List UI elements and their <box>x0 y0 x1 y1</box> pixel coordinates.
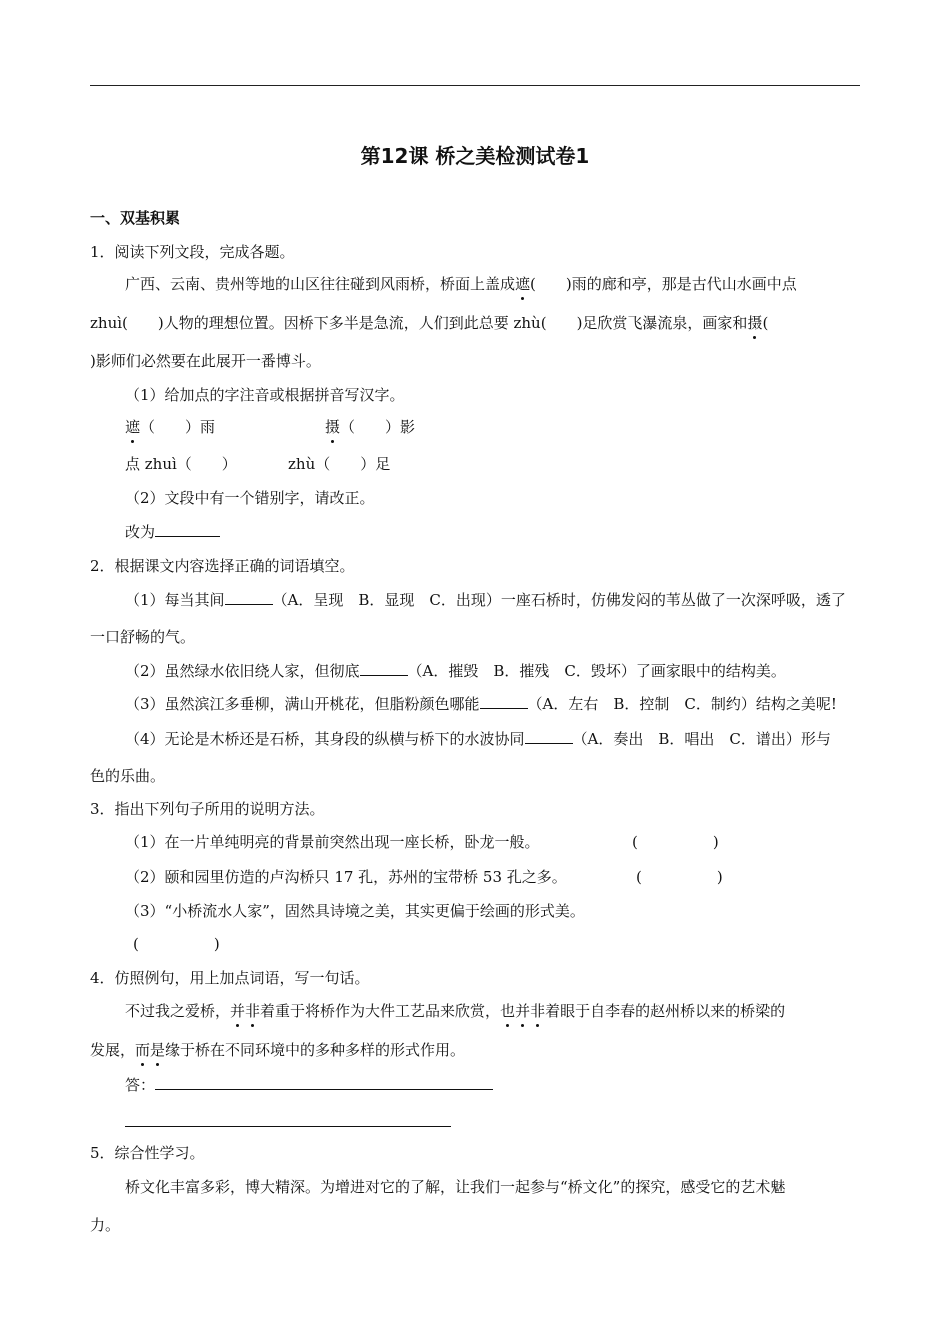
q4-stem: 4．仿照例句，用上加点词语，写一句话。 <box>90 969 370 987</box>
q1-answer-zhu: zhù（ ）足 <box>288 455 391 473</box>
q1-passage-text: 广西、云南、贵州等地的山区往往碰到风雨桥，桥面上盖成 <box>125 275 516 293</box>
q1-answer-she <box>325 417 415 437</box>
q1-stem: 1．阅读下列文段，完成各题。 <box>90 243 295 261</box>
q4-example-text: 发展， <box>90 1041 136 1059</box>
page-title: 第12课 桥之美检测试卷1 <box>360 144 590 168</box>
dotted-char: 而 <box>135 1041 151 1059</box>
q2-item-text: （3）虽然滨江多垂柳，满山开桃花，但脂粉颜色哪能 <box>125 695 480 713</box>
q2-item-text: （A．奏出 B．唱出 C．谱出）形与 <box>572 730 831 748</box>
q4-answer-label: 答： <box>125 1076 156 1094</box>
q1-passage-text: ( )雨的廊和亭，那是古代山水画中点 <box>530 275 797 293</box>
dotted-char: 并 <box>230 1002 246 1020</box>
q1-passage-line3: )影师们必然要在此展开一番博斗。 <box>90 352 321 370</box>
dotted-char: 摄 <box>747 314 763 332</box>
q1-answer-zhe <box>125 417 215 437</box>
q2-stem: 2．根据课文内容选择正确的词语填空。 <box>90 557 355 575</box>
q1-fix-line <box>125 522 220 542</box>
q4-example-line1 <box>125 1001 785 1021</box>
q4-answer-line <box>125 1075 493 1095</box>
q1-sub1: （1）给加点的字注音或根据拼音写汉字。 <box>125 386 405 404</box>
dotted-char: 非 <box>245 1002 261 1020</box>
q2-item4-cont: 色的乐曲。 <box>90 767 166 785</box>
answer-blank[interactable] <box>225 590 273 605</box>
q3-item3: （3）“小桥流水人家”，固然具诗境之美，其实更偏于绘画的形式美。 <box>125 902 585 920</box>
q1-passage-line2 <box>90 313 768 333</box>
q3-item1: （1）在一片单纯明亮的背景前突然出现一座长桥，卧龙一般。 <box>125 833 540 851</box>
q4-example-line2 <box>90 1040 465 1060</box>
answer-blank[interactable] <box>155 1075 493 1090</box>
q2-item-text: （A．左右 B．控制 C．制约）结构之美呢! <box>527 695 837 713</box>
q1-passage-text: ( <box>762 314 769 332</box>
dotted-char: 也 <box>500 1002 516 1020</box>
q2-item1-cont: 一口舒畅的气。 <box>90 628 196 646</box>
q2-item4 <box>125 729 831 749</box>
q1-passage-line1 <box>125 274 797 294</box>
q2-item2 <box>125 661 786 681</box>
q1-answer-paren: （ ）影 <box>340 418 416 436</box>
answer-blank[interactable] <box>360 661 408 676</box>
answer-blank-line[interactable] <box>125 1126 451 1127</box>
dotted-char: 遮 <box>125 418 141 436</box>
q2-item1 <box>125 590 846 610</box>
q3-item1-answer[interactable]: ( ) <box>632 833 719 851</box>
dotted-char: 摄 <box>325 418 341 436</box>
q3-item2: （2）颐和园里仿造的卢沟桥只 17 孔，苏州的宝带桥 53 孔之多。 <box>125 868 567 886</box>
answer-blank[interactable] <box>525 729 573 744</box>
q1-answer-zhui: 点 zhuì（ ） <box>125 455 237 473</box>
q4-example-text: 着眼于自李春的赵州桥以来的桥梁的 <box>545 1002 786 1020</box>
q2-item-text: （A．呈现 B．显现 C．出现）一座石桥时，仿佛发闷的苇丛做了一次深呼吸，透了 <box>272 591 846 609</box>
q5-text-line1: 桥文化丰富多彩，博大精深。为增进对它的了解，让我们一起参与“桥文化”的探究，感受它的艺术魅 <box>125 1178 786 1196</box>
q4-example-text: 着重于将桥作为大件工艺品来欣赏， <box>260 1002 501 1020</box>
q4-example-text: 缘于桥在不同环境中的多种多样的形式作用。 <box>165 1041 466 1059</box>
q3-stem: 3．指出下列句子所用的说明方法。 <box>90 800 325 818</box>
q5-text-line2: 力。 <box>90 1216 121 1234</box>
q1-answer-paren: （ ）雨 <box>140 418 216 436</box>
q1-fix-label: 改为 <box>125 523 156 541</box>
q2-item-text: （4）无论是木桥还是石桥，其身段的纵横与桥下的水波协同 <box>125 730 525 748</box>
dotted-char: 遮 <box>515 275 531 293</box>
answer-blank[interactable] <box>480 694 528 709</box>
q2-item-text: （2）虽然绿水依旧绕人家，但彻底 <box>125 662 360 680</box>
q5-stem: 5．综合性学习。 <box>90 1144 205 1162</box>
q3-item2-answer[interactable]: ( ) <box>636 868 723 886</box>
q1-passage-text: zhuì( )人物的理想位置。因桥下多半是急流，人们到此总要 zhù( )足欣赏飞瀑流泉，画家和 <box>90 314 748 332</box>
section-heading: 一、双基积累 <box>90 209 181 227</box>
q4-example-text: 不过我之爱桥， <box>125 1002 231 1020</box>
q2-item-text: （1）每当其间 <box>125 591 225 609</box>
header-rule <box>90 85 860 86</box>
q1-sub2: （2）文段中有一个错别字，请改正。 <box>125 489 375 507</box>
dotted-char: 并 <box>515 1002 531 1020</box>
q2-item-text: （A．摧毁 B．摧残 C．毁坏）了画家眼中的结构美。 <box>407 662 786 680</box>
dotted-char: 是 <box>150 1041 166 1059</box>
dotted-char: 非 <box>530 1002 546 1020</box>
answer-blank[interactable] <box>155 522 220 537</box>
q3-item3-answer[interactable]: ( ) <box>133 935 220 953</box>
q2-item3 <box>125 694 837 714</box>
